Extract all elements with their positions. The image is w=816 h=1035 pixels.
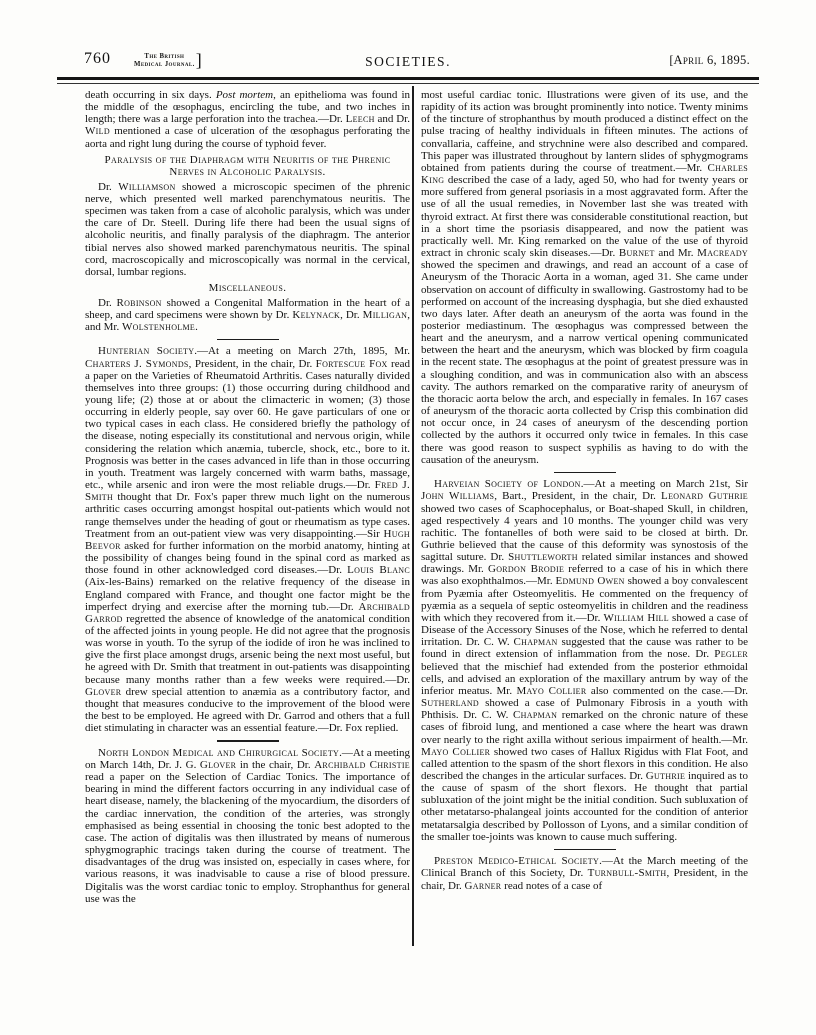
section-title: SOCIETIES. <box>365 54 451 69</box>
right-column <box>421 89 748 892</box>
article-paragraph: Hunterian Society.—At a meeting on March 27th, 1895, Mr. Charters J. Symonds, President, in the chair, Dr. Fortescue Fox read a paper on the Varieties of Rheumatoid Arthritis. Cases naturally divided themselves into three groups: (1) those occurring during childhood and young life; (2) those at or about the climacteric in women; (3) those occurring in elderly people, say over 60. He gave particulars of one or two typical cases in each class. He considered briefly the pathology of the disease, noting especially its constitutional and nervous origin, while considering the relation which anæmia, tubercle, shock, etc., bore to it. Prognosis was better in the cases advanced in life than in those occurring in youth. Treatment was largely concerned with warm baths, massage, etc., while arsenic and iron were the most reliable drugs.—Dr. Fred J. Smith thought that Dr. Fox's paper threw much light on the numerous arthritic cases occurring amongst hospital out-patients which would not range themselves under the heading of gout or rheumatism as type cases. Treatment from an out-patient view was very disappointing.—Sir Hugh Beevor asked for further information on the morbid anatomy, hinting at the possibility of changes being found in the spinal cord as marked as those found in other acknowledged cord diseases.—Dr. Louis Blanc (Aix-les-Bains) remarked on the relative frequency of the disease in England compared with France, and thought one factor might be the imperfect drying and exercise after the morning tub.—Dr. Archibald Garrod regretted the absence of knowledge of the anatomical condition of the affected joints in young people. He did not agree that the prognosis was worse in youth. To the syrup of the iodide of iron he was inclined to give the first place amongst drugs, arsenic being the next most useful, but he agreed with Dr. Smith that treatment in out-patients was disappointing because many months rather than a few weeks were required.—Dr. Glover drew special attention to anæmia as a contributory factor, and thought that measures conducive to the improvement of the blood were the best to be employed. He agreed with Dr. Garrod and others that a full diet stimulating in character was an essential feature.—Dr. Fox replied. <box>85 345 411 735</box>
section-divider <box>217 740 279 741</box>
section-divider <box>554 849 616 850</box>
page-number: 760 <box>84 50 111 67</box>
section-heading: Paralysis of the Diaphragm with Neuritis of the Phrenic Nerves in Alcoholic Paralysis. <box>104 153 391 179</box>
article-paragraph: Preston Medico-Ethical Society.—At the March meeting of the Clinical Branch of this Society, Dr. Turnbull-Smith, President, in the chair, Dr. Garner read notes of a case of <box>421 855 749 892</box>
column-divider <box>412 86 414 946</box>
journal-name-line2: Medical Journal. <box>134 60 195 68</box>
issue-date <box>669 53 750 68</box>
article-paragraph: Dr. Williamson showed a microscopic specimen of the phrenic nerve, which presented well marked parenchymatous neuritis. The specimen was taken from a case of alcoholic paralysis, which was under the care of Dr. Steell. During life there had been the usual signs of alcoholic neuritis, and finally paralysis of the diaphragm. The anterior tibial nerves also showed marked parenchymatous neuritis. The spinal cord, macroscopically and microscopically was normal in the cervical, dorsal, lumbar regions. <box>85 180 411 278</box>
journal-name-line1: The British <box>144 53 185 60</box>
section-heading: Miscellaneous. <box>208 282 287 295</box>
date-bracket: [ <box>669 53 674 67</box>
header-rule-thin <box>57 83 759 84</box>
date-text: April 6, 1895. <box>673 53 750 67</box>
header-rule-thick <box>57 77 759 80</box>
section-divider <box>554 472 616 473</box>
article-paragraph: North London Medical and Chirurgical Society.—At a meeting on March 14th, Dr. J. G. Glover in the chair, Dr. Archibald Christie read a paper on the Selection of Cardiac Tonics. The importance of bearing in mind the different factors occurring in any individual case of heart disease, namely, the blackening of the myocardium, the disorders of the cardiac innervation, the condition of the arteries, was strongly emphasised as being essential in choosing the tonic best adopted to the case. The action of digitalis was then illustrated by means of numerous sphygmographic tracings taken during the course of treatment. The disadvantages of the drug was insisted on, especially in cases where, for various reasons, it was inadvisable to cause a rise of blood pressure. Digitalis was the worst cardiac tonic to employ. Strophanthus for general use was the <box>85 746 410 905</box>
left-column <box>85 89 410 905</box>
article-paragraph: Harveian Society of London.—At a meeting on March 21st, Sir John Williams, Bart., President, in the chair, Dr. Leonard Guthrie showed two cases of Scaphocephalus, or Boat-shaped Skull, in children, aged respectively 4 years and 10 months. The younger child was very rachitic. The fontanelles of both were said to be closed at birth. Dr. Guthrie believed that the cause of this deformity was synostosis of the sagittal suture. Dr. Shuttleworth related similar instances and showed drawings. Mr. Gordon Brodie referred to a case of his in which there was also exophthalmos.—Mr. Edmund Owen showed a boy convalescent from Pyæmia after Osteomyelitis. He commented on the frequency of pyæmia as a sequela of septic osteomyelitis in children and the readiness with which they recovered from it.—Dr. William Hill showed a case of Disease of the Accessory Sinuses of the Nose, which he referred to dental irritation. Dr. C. W. Chapman suggested that the cause was rather to be found in direct extension of inflammation from the nose. Dr. Pegler believed that the mischief had extended from the posterior ethmoidal cells, and advised an exploration of the maxillary antrum by way of the inferior meatus. Mr. Mayo Collier also commented on the case.—Dr. Sutherland showed a case of Pulmonary Fibrosis in a youth with Phthisis. Dr. C. W. Chapman remarked on the chronic nature of these cases of fibroid lung, and mentioned a case where the heart was drawn over nearly to the right axilla without serious impairment of health.—Mr. Mayo Collier showed two cases of Hallux Rigidus with Flat Foot, and called attention to the spasm of the short flexors in this condition. He also described the changes in the articular surfaces. Dr. Guthrie inquired as to the cause of spasm of the short flexors. He thought that partial subluxation of the joint might be the initial condition. Such subluxation of other metatarso-phalangeal joints accounted for the condition of anterior metatarsalgia described by Pollosson of Lyons, and a similar condition of the smaller toe-joints was known to cause much suffering. <box>421 478 749 843</box>
section-divider <box>217 339 279 340</box>
article-paragraph: most useful cardiac tonic. Illustrations were given of its use, and the rapidity of its action was brought prominently into notice. Twenty minims of the tincture of strophanthus by mouth produced a distinct effect on the pulse tracing of healthy individuals in fifteen minutes. The actions of convallaria, caffeine, and strychnine were also described and compared. This paper was illustrated throughout by lantern slides of sphygmograms obtained from patients during the course of treatment.—Mr. Charles King described the case of a lady, aged 50, who had for twenty years or more suffered from general psoriasis in a most aggravated form. After the use of all the usual remedies, in November last she was treated with thyroid extract. At first there was considerable constitutional reaction, but in a short time the psoriasis disappeared, and now the patient was practically well. Mr. King remarked on the value of the use of thyroid extract in chronic scaly skin diseases.—Dr. Burnet and Mr. Macready showed the specimen and drawings, and read an account of a case of Aneurysm of the Thoracic Aorta in a woman, aged 31. She came under observation on account of difficulty in swallowing. Gastrostomy had to be performed on account of the increasing dysphagia, but she died exhausted two days later. After death an aneurysm of the aorta was found in the posterior mediastinum. The œsophagus was compressed between the heart and the aneurysm, and a narrow vertical opening communicated between the heart and the aneurysm, which was blocked by firm coagula in the recent state. The œsophagus at the point of greatest pressure was in a sloughing condition, and was in communication also with an abscess cavity. The authors remarked on the comparative rarity of aneurysm of the thoracic aorta below the arch, and especially in females. In 167 cases of aneurysm of the thoracic aorta collected by Crisp this combination did not occur once, in 24 cases of aneurysm of the descending portion collected by the authors it occurred only twice in females. In this case there was good reason to suspect syphilis as having to do with the causation of the aneurysm. <box>421 89 748 466</box>
journal-bracket: ] <box>195 50 202 71</box>
article-paragraph: death occurring in six days. Post mortem, an epithelioma was found in the middle of the œsophagus, encircling the tube, and two inches in length; there was a large perforation into the trachea.—Dr. Leech and Dr. Wild mentioned a case of ulceration of the œsophagus perforating the aorta and right lung during the course of typhoid fever. <box>85 89 411 150</box>
article-paragraph: Dr. Robinson showed a Congenital Malformation in the heart of a sheep, and card specimens were shown by Dr. Kelynack, Dr. Milligan, and Mr. Wolstenholme. <box>85 296 411 333</box>
